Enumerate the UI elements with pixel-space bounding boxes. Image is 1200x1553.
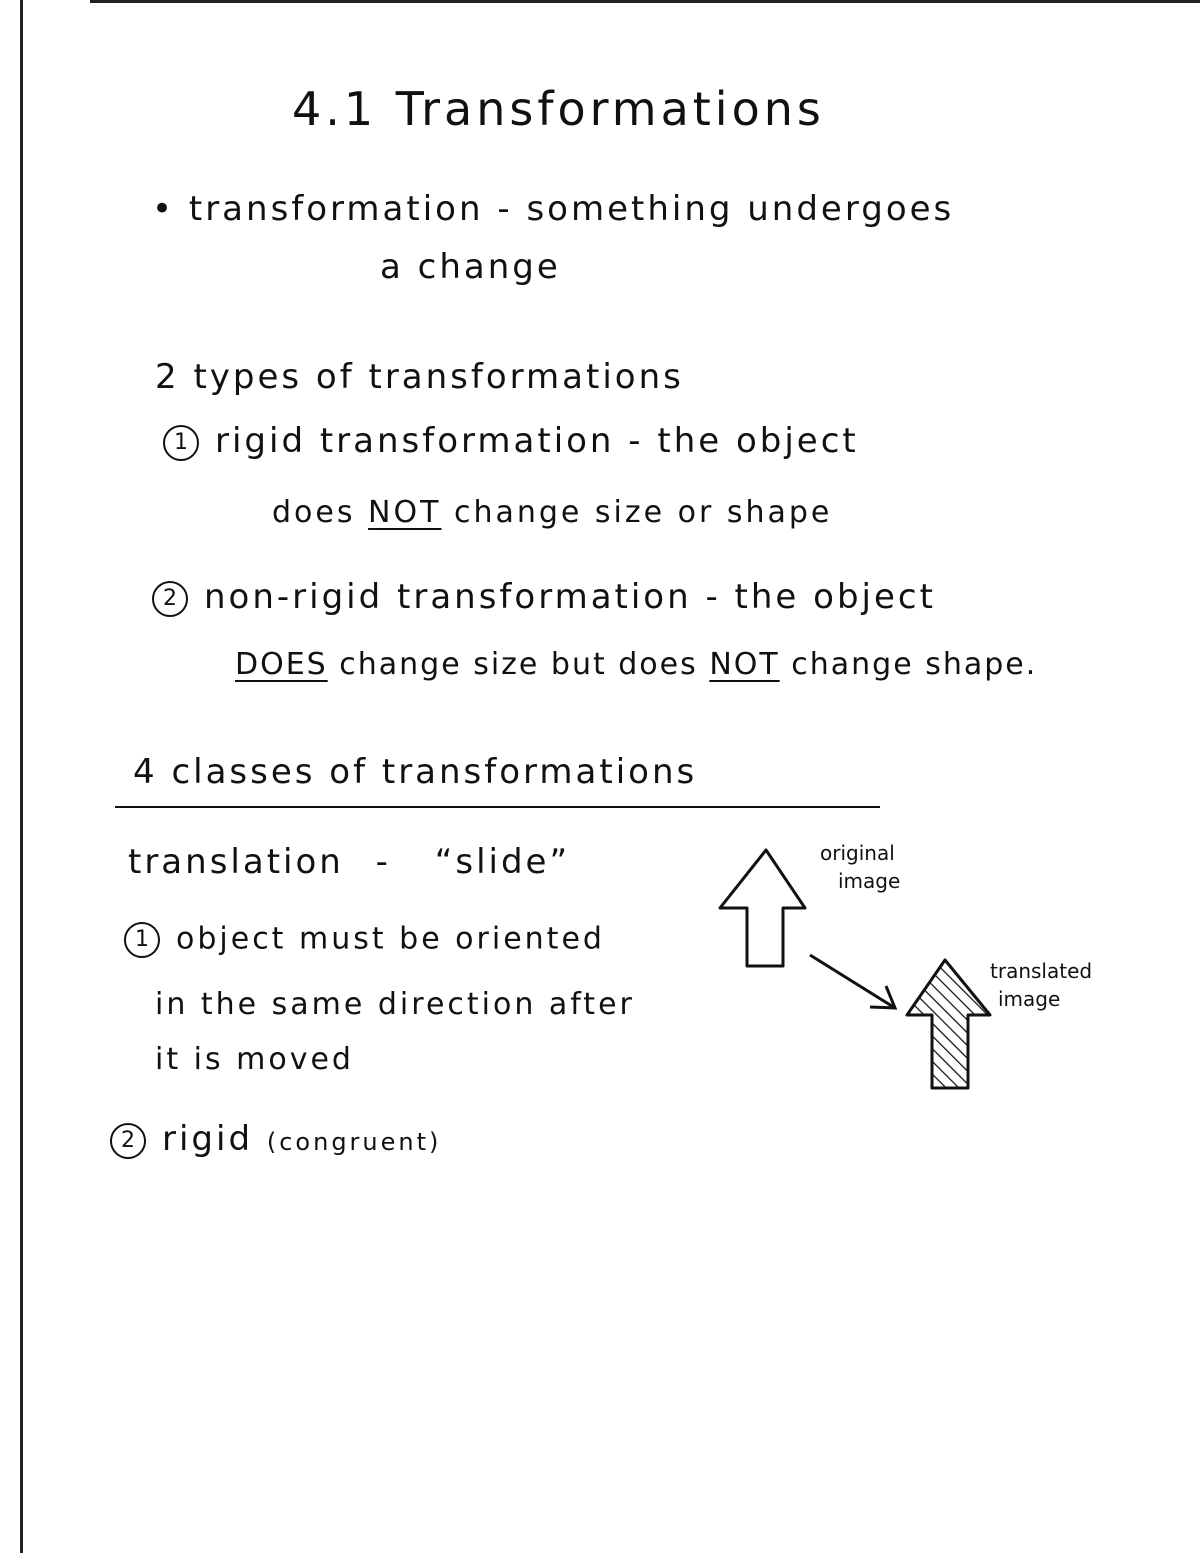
original-label-line-2: image	[838, 869, 901, 893]
page-title: 4.1 Transformations	[292, 82, 825, 136]
translation-term: translation	[128, 842, 344, 882]
heading-underline	[115, 806, 880, 808]
translation-figure	[700, 830, 1120, 1100]
translation-nickname: “slide”	[434, 842, 571, 882]
type1-definition: rigid transformation - the object	[215, 421, 859, 461]
circled-number-2: 2	[152, 581, 188, 617]
type2-line-2	[235, 647, 1038, 682]
definition-dash: -	[497, 189, 513, 229]
definition-text: something undergoes	[526, 189, 955, 229]
point2-paren: (congruent)	[266, 1128, 442, 1156]
definition-term: transformation	[188, 189, 484, 229]
translated-label-line-1: translated	[990, 959, 1093, 983]
circled-number-1b: 1	[124, 922, 160, 958]
point1-text: object must be oriented	[176, 921, 605, 957]
circled-number-2b: 2	[110, 1123, 146, 1159]
point1-line-2: in the same direction after	[155, 987, 635, 1022]
point1-line-1	[124, 922, 605, 958]
type2-not-emphasis: NOT	[709, 647, 780, 682]
type2-mid: change size but does	[339, 647, 698, 682]
types-heading: 2 types of transformations	[155, 357, 684, 397]
scan-top-edge	[90, 0, 1200, 3]
classes-heading: 4 classes of transformations	[133, 752, 698, 792]
type1-rest: change size or shape	[453, 495, 833, 530]
definition-line-1	[152, 189, 955, 229]
translation-line	[128, 842, 571, 882]
translated-arrow	[907, 960, 990, 1088]
type1-line-1	[163, 421, 859, 461]
type2-rest: change shape.	[791, 647, 1038, 682]
definition-line-2: a change	[380, 247, 561, 287]
circled-number-1: 1	[163, 425, 199, 461]
translated-label-line-2: image	[998, 987, 1061, 1011]
type2-does-emphasis: DOES	[235, 647, 328, 682]
type2-definition: non-rigid transformation - the object	[204, 577, 936, 617]
type1-not-emphasis: NOT	[368, 495, 442, 530]
point2-text: rigid	[162, 1119, 254, 1159]
original-arrow	[720, 850, 805, 966]
translation-dash: -	[375, 842, 391, 882]
point2-line	[110, 1119, 442, 1159]
scan-left-edge	[20, 0, 23, 1553]
type1-does: does	[272, 495, 356, 530]
type2-line-1	[152, 577, 936, 617]
bullet: •	[152, 189, 176, 229]
point1-line-3: it is moved	[155, 1042, 354, 1077]
original-label-line-1: original	[820, 841, 895, 865]
translation-direction-arrow	[810, 955, 895, 1008]
type1-line-2	[272, 495, 833, 530]
